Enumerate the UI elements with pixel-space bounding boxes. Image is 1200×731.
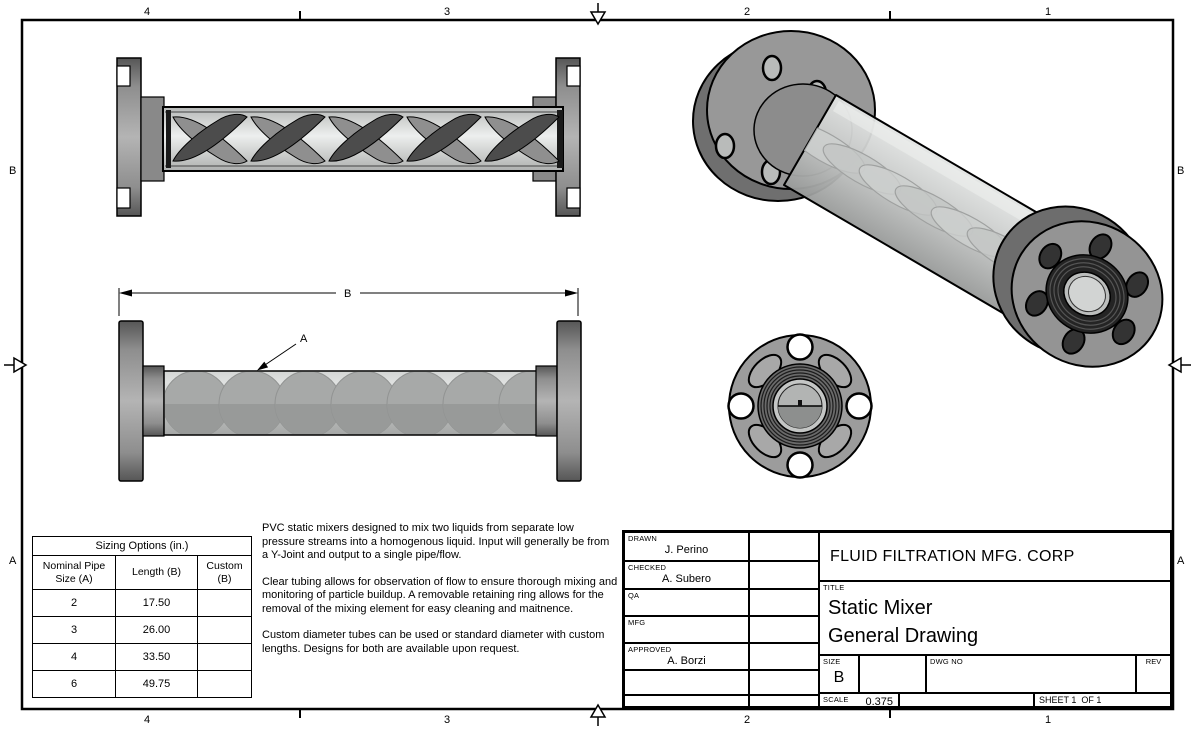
titleblock-row-qa xyxy=(624,589,749,616)
side-view xyxy=(119,288,581,481)
sizing-table-title: Sizing Options (in.) xyxy=(33,537,252,556)
zone-label-top-2: 2 xyxy=(744,6,751,18)
leader-a xyxy=(257,333,308,371)
title-block xyxy=(622,530,1173,709)
side-right-flange xyxy=(557,321,581,481)
field-label: QA xyxy=(628,591,640,600)
size-cell xyxy=(819,655,859,693)
titleblock-row-checked xyxy=(624,561,749,589)
cell-length: 26.00 xyxy=(116,617,198,644)
cell-length: 49.75 xyxy=(116,671,198,698)
field-label: APPROVED xyxy=(628,645,672,654)
blank-cell xyxy=(899,693,1034,707)
sizing-options-table xyxy=(32,536,252,698)
field-label: DRAWN xyxy=(628,534,658,543)
field-value: A. Borzi xyxy=(667,655,706,667)
zone-label-right-b: B xyxy=(1177,165,1185,177)
titleblock-row-blank xyxy=(624,695,749,707)
bolt-hole xyxy=(763,56,781,80)
cell-custom xyxy=(198,590,252,617)
title-label: TITLE xyxy=(823,583,845,592)
field-label: MFG xyxy=(628,618,646,627)
zone-label-top-3: 3 xyxy=(444,6,451,18)
cell-size: 4 xyxy=(33,644,116,671)
cell-size: 6 xyxy=(33,671,116,698)
dwg-no-cell xyxy=(926,655,1136,693)
zone-label-left-b: B xyxy=(9,165,17,177)
drawing-title-line2: General Drawing xyxy=(828,625,979,647)
field-label: CHECKED xyxy=(628,563,667,572)
titleblock-date-cell xyxy=(749,643,819,670)
dimension-b-label: B xyxy=(344,288,352,300)
sizing-table-header-custom: Custom (B) xyxy=(198,556,252,590)
cell-custom xyxy=(198,617,252,644)
table-row xyxy=(33,671,252,698)
scale-label: SCALE xyxy=(823,695,849,704)
zone-label-bottom-2: 2 xyxy=(744,714,751,726)
drawing-title-cell xyxy=(819,581,1171,655)
sizing-table-header-length: Length (B) xyxy=(116,556,198,590)
scale-value: 0.375 xyxy=(865,696,893,708)
dimension-b xyxy=(119,288,578,316)
cell-custom xyxy=(198,644,252,671)
zone-label-bottom-1: 1 xyxy=(1045,714,1052,726)
cell-custom xyxy=(198,671,252,698)
titleblock-row-drawn xyxy=(624,532,749,561)
bolt-hole xyxy=(716,134,734,158)
zone-label-bottom-3: 3 xyxy=(444,714,451,726)
scale-cell xyxy=(819,693,899,707)
table-row xyxy=(33,590,252,617)
bolt-hole xyxy=(847,394,872,419)
rev-label: REV xyxy=(1145,657,1162,666)
retaining-pin xyxy=(798,400,802,406)
zone-label-right-a: A xyxy=(1177,555,1185,567)
zone-label-left-a: A xyxy=(9,555,17,567)
company-name xyxy=(819,532,1171,581)
field-value: J. Perino xyxy=(664,544,709,556)
retaining-ring-left xyxy=(166,110,171,168)
rev-cell xyxy=(1136,655,1171,693)
titleblock-date-cell xyxy=(749,616,819,643)
titleblock-date-cell xyxy=(749,561,819,589)
zone-label-top-4: 4 xyxy=(144,6,151,18)
table-row xyxy=(33,617,252,644)
table-row xyxy=(33,644,252,671)
field-value: A. Subero xyxy=(662,573,711,585)
cell-length: 33.50 xyxy=(116,644,198,671)
sheet-number: SHEET 1 OF 1 xyxy=(1039,695,1102,705)
dwg-no-label: DWG NO xyxy=(930,657,963,666)
zone-label-bottom-4: 4 xyxy=(144,714,151,726)
titleblock-row-mfg xyxy=(624,616,749,643)
side-left-flange xyxy=(119,321,143,481)
section-view xyxy=(117,58,580,216)
bolt-hole xyxy=(788,335,813,360)
titleblock-date-cell xyxy=(749,695,819,707)
titleblock-row-approved xyxy=(624,643,749,670)
titleblock-row-blank xyxy=(624,670,749,695)
titleblock-date-cell xyxy=(749,589,819,616)
description-notes xyxy=(262,522,618,669)
drawing-title-line1: Static Mixer xyxy=(828,597,933,619)
isometric-view xyxy=(693,31,1190,395)
sheet-cell xyxy=(1034,693,1171,707)
size-label: SIZE xyxy=(823,657,841,666)
leader-a-label: A xyxy=(300,333,308,345)
description-paragraph: Custom diameter tubes can be used or standard diameter with custom lengths. Designs for both are available upon request. xyxy=(262,629,605,655)
cell-size: 3 xyxy=(33,617,116,644)
size-value: B xyxy=(833,669,845,686)
titleblock-date-cell xyxy=(749,670,819,695)
cell-size: 2 xyxy=(33,590,116,617)
titleblock-date-cell xyxy=(749,532,819,561)
bolt-hole xyxy=(788,453,813,478)
bolt-hole xyxy=(729,394,754,419)
description-paragraph: PVC static mixers designed to mix two liquids from separate low pressure streams into a homogenous liquid. Input will generally be from a Y-Joint and output to a single pipe/flow. xyxy=(262,522,610,561)
flange-front-view xyxy=(729,335,872,478)
company-name-text: FLUID FILTRATION MFG. CORP xyxy=(830,547,1075,565)
cell-length: 17.50 xyxy=(116,590,198,617)
sizing-table-header-size: Nominal Pipe Size (A) xyxy=(33,556,116,590)
blank-cell xyxy=(859,655,926,693)
zone-label-top-1: 1 xyxy=(1045,6,1052,18)
description-paragraph: Clear tubing allows for observation of flow to ensure thorough mixing and monitoring of particle buildup. A removable retaining ring allows for the removal of the mixing element for easy cleaning and maitnence. xyxy=(262,575,618,615)
